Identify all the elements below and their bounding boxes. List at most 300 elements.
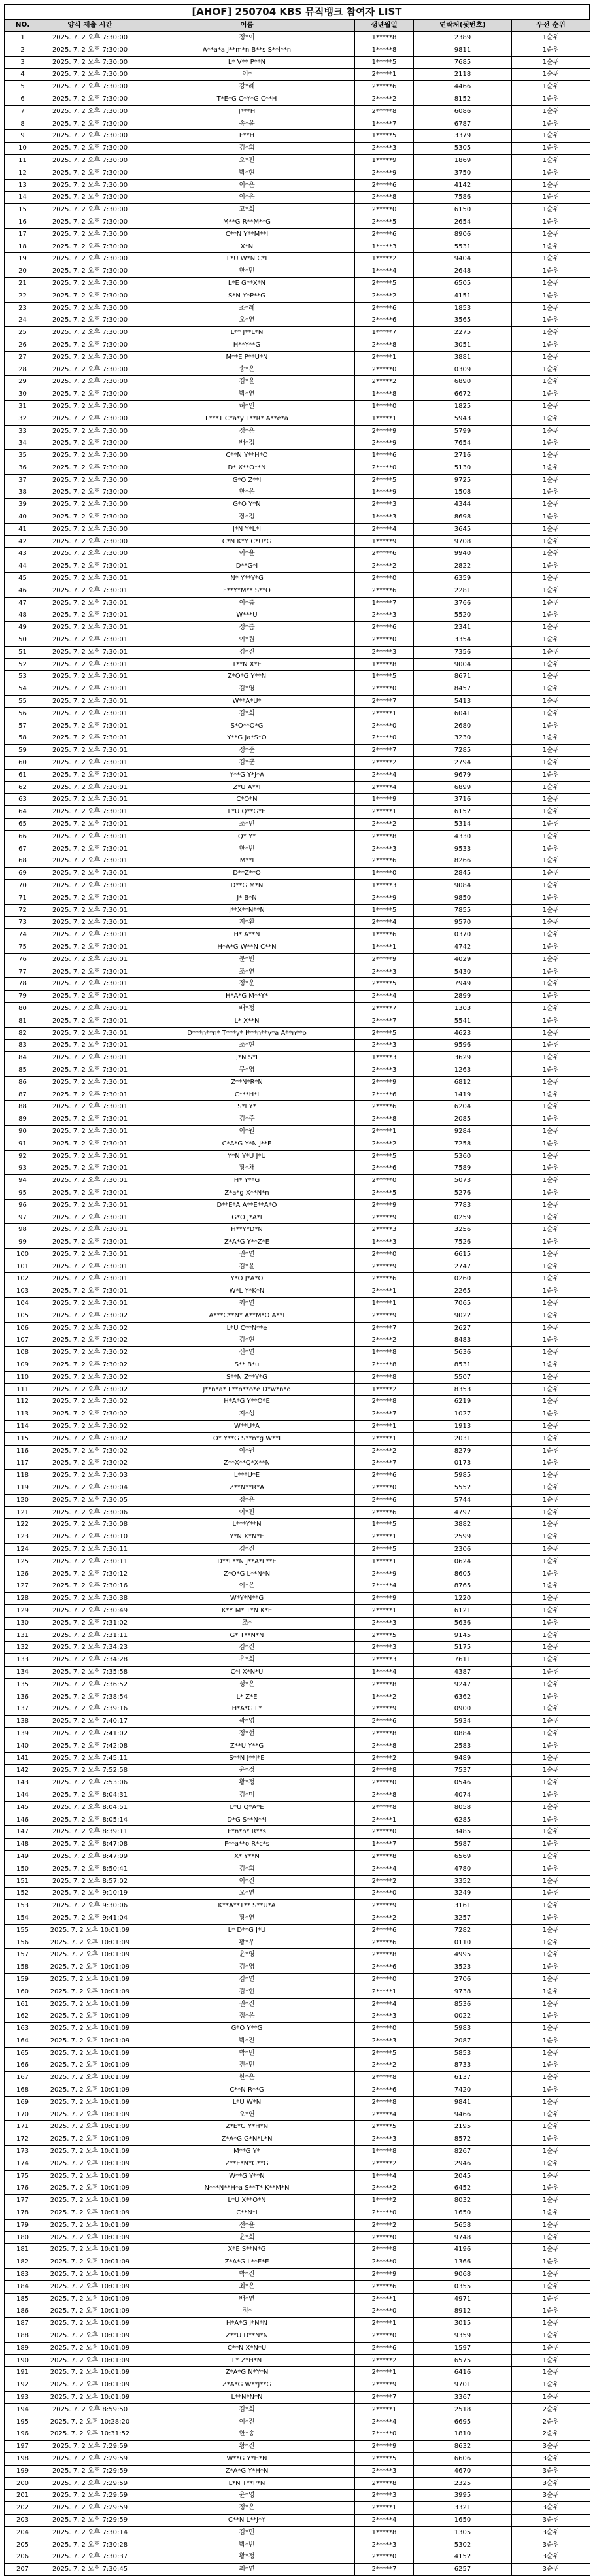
cell-name: 박*빈 (139, 2539, 355, 2551)
table-row (5, 1052, 590, 1064)
cell-no: 80 (5, 1002, 41, 1015)
cell-birthdate: 1*****2 (355, 1383, 414, 1396)
cell-submit-time: 2025. 7. 2 오후 7:30:01 (41, 794, 139, 806)
cell-phone: 9247 (414, 1678, 512, 1691)
cell-phone: 3882 (414, 1519, 512, 1531)
table-row (5, 499, 590, 511)
cell-name: T**N X*E (139, 658, 355, 671)
table-row (5, 1322, 590, 1334)
cell-submit-time: 2025. 7. 2 오후 10:01:09 (41, 2392, 139, 2404)
cell-phone: 3230 (414, 732, 512, 745)
cell-birthdate: 2*****1 (355, 1285, 414, 1298)
cell-priority: 1순위 (512, 1555, 590, 1568)
cell-submit-time: 2025. 7. 2 오후 7:30:01 (41, 1076, 139, 1089)
table-row (5, 1593, 590, 1605)
cell-name: L*U Q*A*E (139, 1801, 355, 1814)
table-row (5, 2403, 590, 2416)
cell-no: 143 (5, 1777, 41, 1789)
table-row (5, 143, 590, 155)
cell-phone: 0546 (414, 1777, 512, 1789)
cell-priority: 1순위 (512, 2146, 590, 2158)
cell-phone: 6452 (414, 2182, 512, 2195)
cell-name: C**N Y**H*O (139, 450, 355, 462)
table-row (5, 2354, 590, 2367)
cell-name: 김*희 (139, 2403, 355, 2416)
header-priority: 우선 순위 (512, 20, 590, 32)
cell-phone: 2265 (414, 1285, 512, 1298)
cell-priority: 1순위 (512, 646, 590, 658)
cell-no: 198 (5, 2452, 41, 2465)
cell-priority: 1순위 (512, 1273, 590, 1285)
cell-submit-time: 2025. 7. 2 오후 8:05:14 (41, 1814, 139, 1826)
table-row (5, 658, 590, 671)
cell-phone: 9940 (414, 548, 512, 560)
cell-no: 145 (5, 1801, 41, 1814)
cell-phone: 4670 (414, 2465, 512, 2477)
cell-submit-time: 2025. 7. 2 오후 7:30:01 (41, 671, 139, 683)
cell-submit-time: 2025. 7. 2 오후 7:30:01 (41, 819, 139, 831)
cell-name: 박*연 (139, 388, 355, 401)
cell-name: Z*O*G Y**N (139, 671, 355, 683)
cell-submit-time: 2025. 7. 2 오후 10:01:09 (41, 1949, 139, 1961)
cell-phone: 5430 (414, 966, 512, 978)
cell-priority: 1순위 (512, 548, 590, 560)
table-row (5, 241, 590, 253)
cell-no: 54 (5, 683, 41, 696)
cell-phone: 6615 (414, 1248, 512, 1261)
cell-no: 187 (5, 2318, 41, 2330)
cell-birthdate: 2*****2 (355, 560, 414, 573)
cell-phone: 6695 (414, 2416, 512, 2428)
table-row (5, 2367, 590, 2379)
cell-name: 한*민 (139, 265, 355, 278)
cell-no: 132 (5, 1642, 41, 1654)
cell-birthdate: 2*****2 (355, 1752, 414, 1765)
table-row (5, 1298, 590, 1310)
cell-no: 134 (5, 1666, 41, 1678)
cell-submit-time: 2025. 7. 2 오후 7:30:12 (41, 1568, 139, 1580)
cell-phone: 8531 (414, 1359, 512, 1372)
cell-phone: 0022 (414, 2010, 512, 2023)
cell-priority: 1순위 (512, 2219, 590, 2231)
cell-no: 48 (5, 609, 41, 622)
cell-name: L***Y**N (139, 1519, 355, 1531)
cell-priority: 1순위 (512, 696, 590, 708)
cell-priority: 1순위 (512, 2231, 590, 2244)
cell-submit-time: 2025. 7. 2 오후 7:29:59 (41, 2441, 139, 2453)
cell-priority: 1순위 (512, 2330, 590, 2343)
cell-birthdate: 2*****5 (355, 277, 414, 290)
cell-birthdate: 2*****3 (355, 2490, 414, 2502)
cell-name: O* Y**G S**n*g W**I (139, 1432, 355, 1445)
cell-priority: 1순위 (512, 93, 590, 105)
cell-no: 6 (5, 93, 41, 105)
cell-birthdate: 1*****5 (355, 671, 414, 683)
cell-name: A***C**N* A**M*O A**I (139, 1310, 355, 1322)
cell-phone: 3565 (414, 314, 512, 327)
cell-name: N* Y**Y*G (139, 573, 355, 585)
cell-no: 44 (5, 560, 41, 573)
cell-phone: 2946 (414, 2158, 512, 2170)
table-row (5, 2416, 590, 2428)
cell-no: 18 (5, 241, 41, 253)
table-row (5, 1248, 590, 1261)
cell-no: 108 (5, 1347, 41, 1359)
cell-priority: 1순위 (512, 2244, 590, 2256)
cell-submit-time: 2025. 7. 2 오후 7:30:01 (41, 978, 139, 991)
cell-submit-time: 2025. 7. 2 오후 10:01:09 (41, 2047, 139, 2059)
cell-priority: 1순위 (512, 671, 590, 683)
table-row (5, 1015, 590, 1027)
cell-name: D**G*I (139, 560, 355, 573)
cell-priority: 1순위 (512, 1666, 590, 1678)
table-row (5, 2452, 590, 2465)
cell-priority: 1순위 (512, 2269, 590, 2281)
cell-priority: 1순위 (512, 290, 590, 302)
cell-submit-time: 2025. 7. 2 오후 7:30:01 (41, 843, 139, 855)
cell-birthdate: 2*****2 (355, 290, 414, 302)
cell-no: 37 (5, 474, 41, 486)
cell-name: 정*준 (139, 745, 355, 757)
cell-submit-time: 2025. 7. 2 오후 7:30:02 (41, 1396, 139, 1408)
cell-name: F**a**o R*c*s (139, 1839, 355, 1851)
cell-priority: 1순위 (512, 1052, 590, 1064)
table-row (5, 1814, 590, 1826)
cell-phone: 5520 (414, 609, 512, 622)
table-row (5, 892, 590, 904)
cell-priority: 1순위 (512, 1236, 590, 1249)
cell-priority: 1순위 (512, 1752, 590, 1765)
cell-no: 1 (5, 32, 41, 44)
table-row (5, 868, 590, 880)
cell-submit-time: 2025. 7. 2 오후 8:47:08 (41, 1839, 139, 1851)
cell-no: 5 (5, 81, 41, 93)
cell-submit-time: 2025. 7. 2 오후 7:30:00 (41, 523, 139, 535)
cell-no: 151 (5, 1875, 41, 1888)
cell-birthdate: 1*****9 (355, 154, 414, 167)
cell-phone: 0110 (414, 1937, 512, 1949)
table-row (5, 1998, 590, 2010)
cell-birthdate: 2*****6 (355, 1101, 414, 1113)
cell-phone: 4466 (414, 81, 512, 93)
cell-submit-time: 2025. 7. 2 오후 7:30:01 (41, 720, 139, 732)
cell-phone: 6219 (414, 1396, 512, 1408)
table-row (5, 560, 590, 573)
cell-birthdate: 2*****1 (355, 1125, 414, 1138)
cell-birthdate: 2*****2 (355, 1445, 414, 1457)
cell-phone: 2706 (414, 1973, 512, 1986)
cell-priority: 1순위 (512, 56, 590, 69)
table-row (5, 2231, 590, 2244)
cell-phone: 7065 (414, 1298, 512, 1310)
cell-birthdate: 2*****0 (355, 2428, 414, 2441)
cell-name: H* Y**G (139, 1175, 355, 1187)
cell-no: 137 (5, 1703, 41, 1716)
cell-submit-time: 2025. 7. 2 오후 7:31:11 (41, 1629, 139, 1642)
cell-submit-time: 2025. 7. 2 오후 7:30:02 (41, 1359, 139, 1372)
cell-submit-time: 2025. 7. 2 오후 9:30:06 (41, 1900, 139, 1912)
table-row (5, 1544, 590, 1556)
table-row (5, 2195, 590, 2207)
cell-name: 이*원 (139, 1445, 355, 1457)
cell-submit-time: 2025. 7. 2 오후 10:01:09 (41, 2244, 139, 2256)
cell-priority: 1순위 (512, 2109, 590, 2121)
cell-no: 133 (5, 1654, 41, 1667)
cell-priority: 1순위 (512, 1421, 590, 1433)
cell-phone: 3354 (414, 634, 512, 647)
cell-no: 197 (5, 2441, 41, 2453)
table-row (5, 118, 590, 130)
cell-no: 179 (5, 2219, 41, 2231)
header-phone: 연락처(뒷번호) (414, 20, 512, 32)
cell-submit-time: 2025. 7. 2 오후 7:30:01 (41, 929, 139, 941)
cell-birthdate: 2*****3 (355, 609, 414, 622)
cell-priority: 1순위 (512, 1138, 590, 1150)
cell-name: W***U (139, 609, 355, 622)
cell-priority: 1순위 (512, 143, 590, 155)
cell-no: 101 (5, 1261, 41, 1273)
cell-no: 88 (5, 1101, 41, 1113)
cell-priority: 1순위 (512, 917, 590, 929)
cell-no: 149 (5, 1850, 41, 1863)
cell-phone: 8032 (414, 2195, 512, 2207)
cell-priority: 1순위 (512, 1347, 590, 1359)
cell-no: 11 (5, 154, 41, 167)
cell-priority: 1순위 (512, 1949, 590, 1961)
cell-priority: 1순위 (512, 819, 590, 831)
cell-phone: 9596 (414, 1040, 512, 1052)
table-row (5, 1236, 590, 1249)
cell-submit-time: 2025. 7. 2 오후 7:41:02 (41, 1727, 139, 1740)
table-row (5, 1040, 590, 1052)
cell-phone: 6121 (414, 1605, 512, 1618)
cell-phone: 4142 (414, 179, 512, 192)
cell-birthdate: 1*****6 (355, 929, 414, 941)
cell-phone: 2389 (414, 32, 512, 44)
cell-no: 21 (5, 277, 41, 290)
cell-phone: 2599 (414, 1531, 512, 1544)
cell-priority: 3순위 (512, 2564, 590, 2576)
cell-birthdate: 2*****0 (355, 2305, 414, 2318)
cell-name: L***T C*a*y L**R* A**e*a (139, 413, 355, 425)
cell-no: 118 (5, 1470, 41, 1482)
cell-no: 189 (5, 2342, 41, 2354)
cell-no: 12 (5, 167, 41, 179)
table-row (5, 192, 590, 204)
cell-phone: 3256 (414, 1224, 512, 1236)
table-row (5, 1555, 590, 1568)
cell-no: 200 (5, 2477, 41, 2490)
cell-name: 배*연 (139, 2293, 355, 2305)
cell-name: 이*은 (139, 1580, 355, 1593)
cell-birthdate: 1*****1 (355, 1298, 414, 1310)
cell-no: 19 (5, 253, 41, 265)
cell-priority: 1순위 (512, 1777, 590, 1789)
cell-birthdate: 2*****3 (355, 1654, 414, 1667)
cell-priority: 1순위 (512, 2059, 590, 2072)
table-row (5, 2392, 590, 2404)
cell-priority: 1순위 (512, 597, 590, 609)
cell-birthdate: 2*****2 (355, 1912, 414, 1924)
cell-birthdate: 2*****0 (355, 1175, 414, 1187)
cell-birthdate: 2*****0 (355, 1973, 414, 1986)
cell-name: X*N (139, 241, 355, 253)
cell-submit-time: 2025. 7. 2 오후 7:30:00 (41, 118, 139, 130)
cell-name: 이*진 (139, 1506, 355, 1519)
cell-phone: 1650 (414, 2514, 512, 2526)
cell-no: 2 (5, 44, 41, 56)
cell-submit-time: 2025. 7. 2 오후 10:01:09 (41, 2305, 139, 2318)
cell-no: 85 (5, 1064, 41, 1076)
cell-name: W*Y*N**G (139, 1593, 355, 1605)
cell-birthdate: 2*****0 (355, 462, 414, 474)
cell-birthdate: 2*****1 (355, 806, 414, 819)
cell-no: 41 (5, 523, 41, 535)
cell-priority: 1순위 (512, 1261, 590, 1273)
table-row (5, 1162, 590, 1175)
table-row (5, 1138, 590, 1150)
cell-submit-time: 2025. 7. 2 오후 7:30:01 (41, 597, 139, 609)
cell-birthdate: 2*****6 (355, 302, 414, 314)
cell-phone: 8906 (414, 228, 512, 241)
cell-phone: 7285 (414, 745, 512, 757)
table-row (5, 364, 590, 376)
cell-name: 윤*희 (139, 2231, 355, 2244)
cell-priority: 2순위 (512, 2403, 590, 2416)
cell-no: 205 (5, 2539, 41, 2551)
cell-priority: 1순위 (512, 1383, 590, 1396)
cell-submit-time: 2025. 7. 2 오후 7:30:01 (41, 683, 139, 696)
cell-phone: 9748 (414, 2231, 512, 2244)
cell-submit-time: 2025. 7. 2 오후 9:10:19 (41, 1888, 139, 1900)
cell-submit-time: 2025. 7. 2 오후 8:47:09 (41, 1850, 139, 1863)
cell-submit-time: 2025. 7. 2 오후 7:30:01 (41, 560, 139, 573)
cell-phone: 6890 (414, 376, 512, 388)
cell-submit-time: 2025. 7. 2 오후 7:38:54 (41, 1691, 139, 1703)
cell-name: H* A**N (139, 929, 355, 941)
cell-priority: 1순위 (512, 1924, 590, 1937)
cell-priority: 1순위 (512, 1544, 590, 1556)
cell-birthdate: 2*****6 (355, 228, 414, 241)
cell-priority: 1순위 (512, 2379, 590, 2392)
cell-name: D**G M*N (139, 879, 355, 892)
table-row (5, 2158, 590, 2170)
cell-submit-time: 2025. 7. 2 오후 7:30:02 (41, 1322, 139, 1334)
cell-priority: 1순위 (512, 1298, 590, 1310)
cell-birthdate: 2*****6 (355, 1273, 414, 1285)
cell-submit-time: 2025. 7. 2 오후 7:30:00 (41, 376, 139, 388)
cell-name: C***H*I (139, 1089, 355, 1101)
cell-priority: 1순위 (512, 2256, 590, 2269)
table-row (5, 1359, 590, 1372)
cell-no: 105 (5, 1310, 41, 1322)
table-row (5, 1273, 590, 1285)
cell-birthdate: 2*****0 (355, 1777, 414, 1789)
cell-submit-time: 2025. 7. 2 오후 7:30:01 (41, 868, 139, 880)
cell-submit-time: 2025. 7. 2 오후 7:42:08 (41, 1740, 139, 1752)
cell-birthdate: 2*****0 (355, 2551, 414, 2564)
cell-phone: 5934 (414, 1716, 512, 1728)
cell-priority: 1순위 (512, 2010, 590, 2023)
cell-submit-time: 2025. 7. 2 오후 7:52:58 (41, 1765, 139, 1777)
cell-birthdate: 2*****5 (355, 2452, 414, 2465)
cell-no: 64 (5, 806, 41, 819)
cell-no: 148 (5, 1839, 41, 1851)
cell-submit-time: 2025. 7. 2 오후 7:30:01 (41, 1150, 139, 1162)
cell-birthdate: 2*****2 (355, 757, 414, 770)
table-row (5, 265, 590, 278)
table-row (5, 904, 590, 917)
cell-name: C**N L**J*Y (139, 2514, 355, 2526)
cell-name: J*N S*I (139, 1052, 355, 1064)
cell-no: 35 (5, 450, 41, 462)
cell-birthdate: 2*****3 (355, 499, 414, 511)
cell-priority: 1순위 (512, 892, 590, 904)
cell-no: 174 (5, 2158, 41, 2170)
cell-priority: 1순위 (512, 1580, 590, 1593)
cell-priority: 1순위 (512, 634, 590, 647)
cell-phone: 4995 (414, 1949, 512, 1961)
cell-name: M**G Y* (139, 2146, 355, 2158)
cell-name: L*U X**O*N (139, 2195, 355, 2207)
cell-submit-time: 2025. 7. 2 오후 7:30:01 (41, 1027, 139, 1040)
cell-birthdate: 1*****2 (355, 253, 414, 265)
table-row (5, 1125, 590, 1138)
cell-phone: 8572 (414, 2133, 512, 2146)
cell-priority: 1순위 (512, 806, 590, 819)
table-row (5, 1678, 590, 1691)
cell-submit-time: 2025. 7. 2 오후 10:01:09 (41, 1924, 139, 1937)
cell-submit-time: 2025. 7. 2 오후 7:30:01 (41, 745, 139, 757)
cell-priority: 1순위 (512, 450, 590, 462)
cell-no: 160 (5, 1986, 41, 1998)
cell-name: 황*우 (139, 1937, 355, 1949)
cell-submit-time: 2025. 7. 2 오후 7:30:01 (41, 1040, 139, 1052)
cell-submit-time: 2025. 7. 2 오후 7:30:00 (41, 241, 139, 253)
cell-birthdate: 1*****8 (355, 388, 414, 401)
table-row (5, 1654, 590, 1667)
cell-phone: 4797 (414, 1506, 512, 1519)
cell-no: 76 (5, 953, 41, 966)
cell-no: 125 (5, 1555, 41, 1568)
cell-birthdate: 2*****5 (355, 2047, 414, 2059)
cell-birthdate: 2*****5 (355, 2121, 414, 2133)
cell-birthdate: 2*****2 (355, 1875, 414, 1888)
cell-name: 정*은 (139, 1494, 355, 1506)
cell-birthdate: 1*****7 (355, 1839, 414, 1851)
cell-name: 윤*영 (139, 1949, 355, 1961)
cell-name: Z*A*G Y*H*N (139, 2465, 355, 2477)
cell-submit-time: 2025. 7. 2 오후 7:30:02 (41, 1347, 139, 1359)
cell-no: 207 (5, 2564, 41, 2576)
cell-birthdate: 1*****5 (355, 130, 414, 143)
cell-submit-time: 2025. 7. 2 오후 10:01:09 (41, 1937, 139, 1949)
cell-priority: 1순위 (512, 1789, 590, 1801)
cell-name: 김*군 (139, 757, 355, 770)
table-row (5, 1900, 590, 1912)
cell-birthdate: 1*****9 (355, 794, 414, 806)
cell-submit-time: 2025. 7. 2 오후 7:30:00 (41, 462, 139, 474)
cell-priority: 1순위 (512, 364, 590, 376)
cell-priority: 1순위 (512, 2170, 590, 2182)
cell-name: L*U W*N C*I (139, 253, 355, 265)
cell-phone: 9489 (414, 1752, 512, 1765)
cell-submit-time: 2025. 7. 2 오후 7:30:00 (41, 154, 139, 167)
cell-priority: 1순위 (512, 2047, 590, 2059)
cell-submit-time: 2025. 7. 2 오후 7:30:01 (41, 830, 139, 843)
cell-no: 138 (5, 1716, 41, 1728)
cell-birthdate: 2*****8 (355, 1727, 414, 1740)
